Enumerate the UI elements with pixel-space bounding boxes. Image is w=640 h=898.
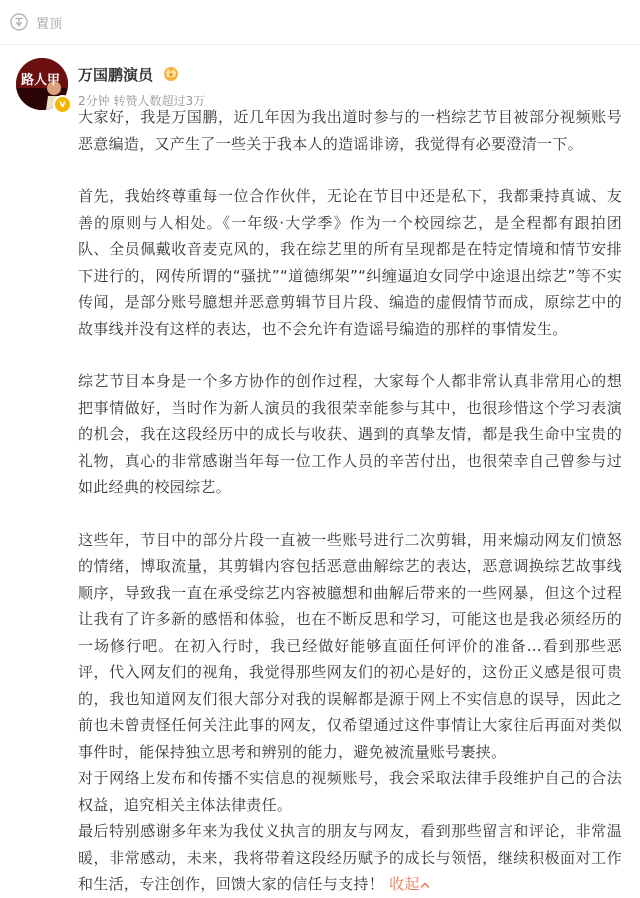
pinned-indicator <box>10 10 62 34</box>
paragraph-show: 综艺节目本身是一个多方协作的创作过程，大家每个人都非常认真非常用心的想把事情做好，当时作为新人演员的我很荣幸能参与其中，也很珍惜这个学习表演的机会，我在这段经历中的成长与收获、遇到的真挚友情，都是我生命中宝贵的礼物，真心的非常感谢当年每一位工作人员的辛苦付出，也很荣幸自己曾参与过如此经典的校园综艺。 <box>78 372 622 496</box>
fan-crown-icon[interactable] <box>162 64 180 82</box>
pin-icon <box>10 13 28 31</box>
post-meta: 2分钟 转赞人数超过3万 <box>78 94 206 108</box>
paragraph-closing <box>78 818 622 898</box>
paragraph-closing-text: 最后特别感谢多年来为我仗义执言的朋友与网友，看到那些留言和评论，非常温暖，非常感动，未来，我将带着这段经历赋予的成长与领悟，继续积极面对工作和生活，专注创作，回馈大家的信任与支持！ <box>78 822 622 893</box>
paragraph-first: 首先，我始终尊重每一位合作伙伴，无论在节目中还是私下，我都秉持真诚、友善的原则与人相处。《一年级·大学季》作为一个校园综艺，是全程都有跟拍团队、全员佩戴收音麦克风的，我在综艺里的所有呈现都是在特定情境和情节安排下进行的，网传所谓的“骚扰”“道德绑架”“纠缠逼迫女同学中途退出综艺”等不实传闻，是部分账号臆想并恶意剪辑节目片段、编造的虚假情节而成，原综艺中的故事线并没有这样的表达，也不会允许有造谣号编造的那样的事情发生。 <box>78 187 622 338</box>
collapse-label[interactable]: 收起 <box>389 875 420 893</box>
chevron-up-icon[interactable] <box>420 880 430 890</box>
author-name[interactable]: 万国鹏演员 <box>78 66 154 84</box>
paragraph-legal: 对于网络上发布和传播不实信息的视频账号，我会采取法律手段维护自己的合法权益，追究相关主体法律责任。 <box>78 769 622 814</box>
paragraph-intro: 大家好，我是万国鹏，近几年因为我出道时参与的一档综艺节目被部分视频账号恶意编造，又产生了一些关于我本人的造谣诽谤，我觉得有必要澄清一下。 <box>78 108 622 153</box>
verified-badge-icon: v <box>53 95 72 114</box>
pinned-label: 置顶 <box>36 16 63 32</box>
collapse-button[interactable] <box>389 875 430 893</box>
post-body <box>78 104 622 898</box>
svg-text:路人甲: 路人甲 <box>21 73 61 88</box>
divider <box>0 44 640 45</box>
paragraph-years: 这些年，节目中的部分片段一直被一些账号进行二次剪辑，用来煽动网友们愤怒的情绪，博取流量，其剪辑内容包括恶意曲解综艺的表达，恶意调换综艺故事线顺序，导致我一直在承受综艺内容被臆想和曲解后带来的一些网暴，但这个过程让我有了许多新的感悟和体验，也在不断反思和学习，可能这也是我必须经历的一场修行吧。在初入行时，我已经做好能够直面任何评价的准备…看到那些恶评，代入网友们的视角，我觉得那些网友们的初心是好的，这份正义感是很可贵的，我也知道网友们很大部分对我的误解都是源于网上不实信息的误导，因此之前也未曾责怪任何关注此事的网友，仅希望通过这件事情让大家往后再面对类似事件时，能保持独立思考和辨别的能力，避免被流量账号裹挟。 <box>78 530 622 761</box>
